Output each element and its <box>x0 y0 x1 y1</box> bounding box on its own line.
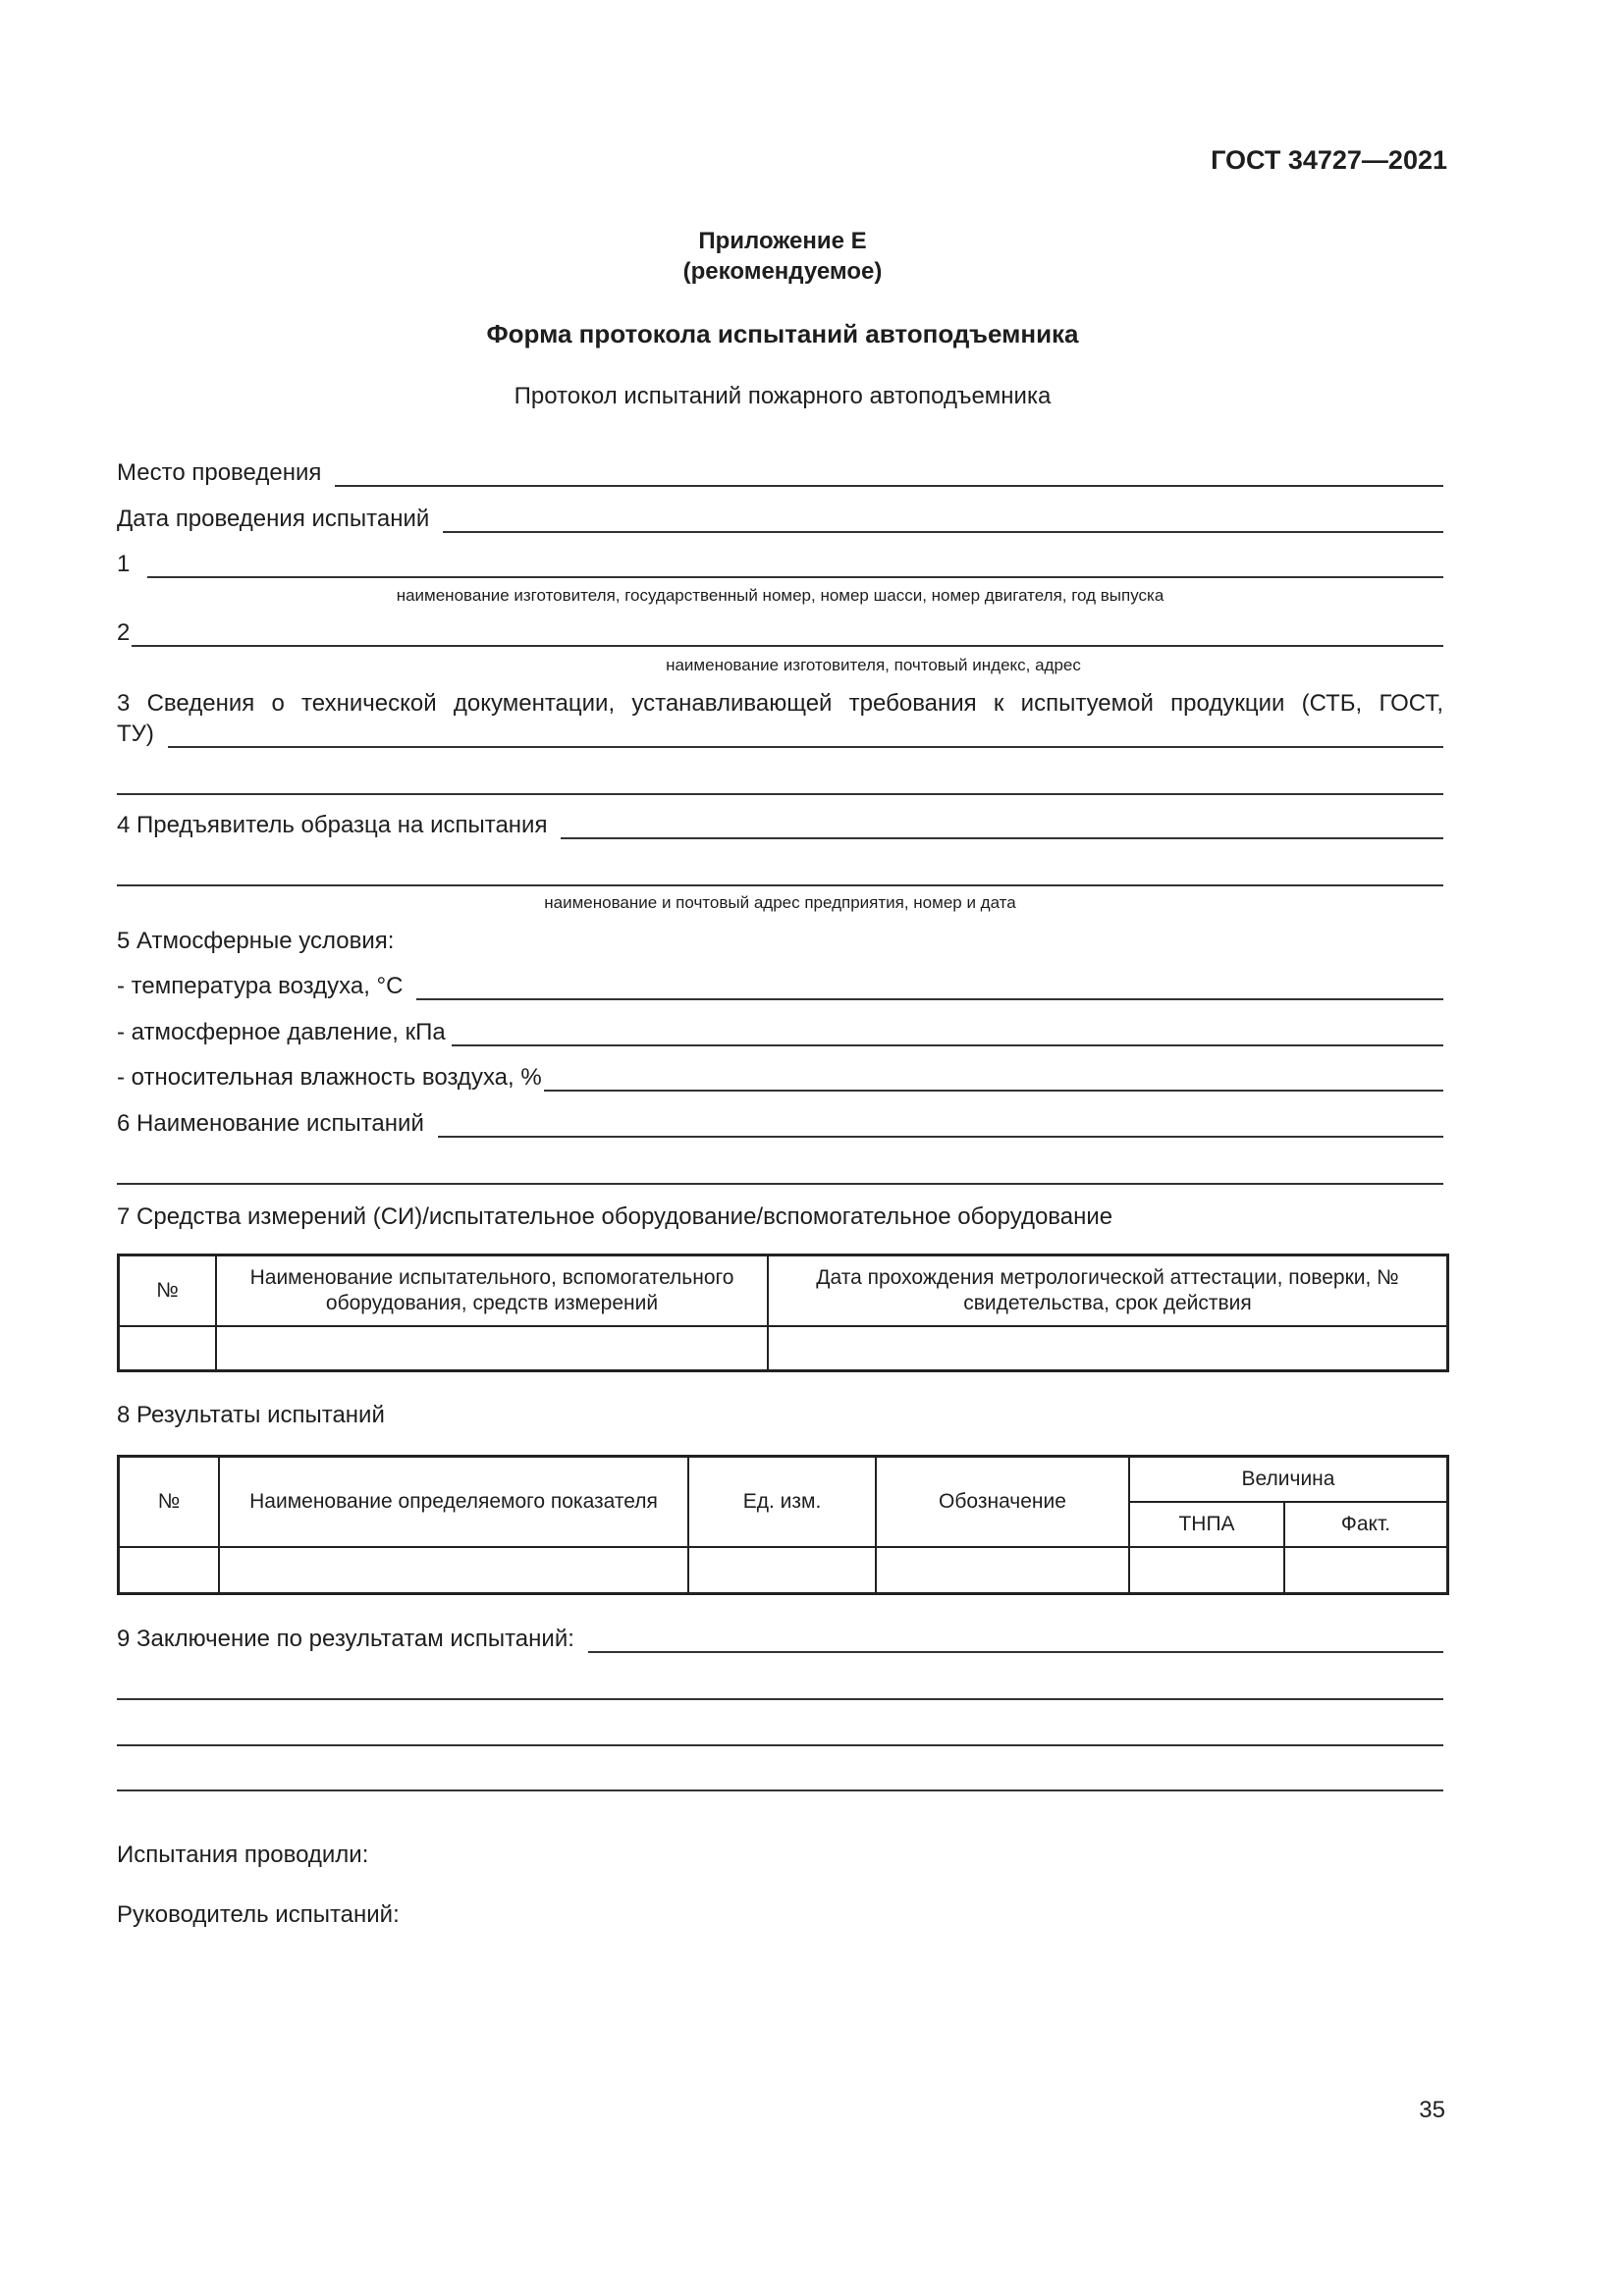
place-blank[interactable] <box>335 460 1443 487</box>
item4-label: 4 Предъявитель образца на испытания <box>117 812 548 838</box>
item3-text: 3 Сведения о технической документации, устанавливающей требования к испытуемой продукции (СТБ, ГОСТ, <box>117 690 1443 717</box>
head-label: Руководитель испытаний: <box>117 1901 400 1928</box>
t2-col-value: Величина <box>1129 1457 1448 1502</box>
item3-field <box>117 721 1443 748</box>
t2-col-actual: Факт. <box>1284 1502 1448 1547</box>
humidity-label: - относительная влажность воздуха, % <box>117 1064 542 1091</box>
item1-field <box>117 551 1443 578</box>
item6-extra-line[interactable] <box>117 1183 1443 1185</box>
item1-blank[interactable] <box>147 552 1443 578</box>
temp-field <box>117 973 1443 1000</box>
date-label: Дата проведения испытаний <box>117 506 430 532</box>
item9-extra-line-2[interactable] <box>117 1744 1443 1746</box>
t2-cell[interactable] <box>688 1547 876 1594</box>
t2-col-tnpa: ТНПА <box>1129 1502 1284 1547</box>
t2-cell[interactable] <box>876 1547 1129 1594</box>
date-field <box>117 506 1443 533</box>
document-code: ГОСТ 34727—2021 <box>1211 145 1447 175</box>
form-title: Форма протокола испытаний автоподъемника <box>486 319 1079 348</box>
date-blank[interactable] <box>443 507 1443 533</box>
place-label: Место проведения <box>117 459 322 486</box>
item4-caption: наименование и почтовый адрес предприятия, номер и дата <box>544 893 1016 912</box>
t1-col-equipment: Наименование испытательного, вспомогательного оборудования, средств измерений <box>216 1255 768 1326</box>
item6-label: 6 Наименование испытаний <box>117 1110 424 1137</box>
item9-field <box>117 1626 1443 1653</box>
t1-col-certification: Дата прохождения метрологической аттестации, поверки, № свидетельства, срок действия <box>768 1255 1448 1326</box>
pressure-label: - атмосферное давление, кПа <box>117 1019 446 1045</box>
pressure-field <box>117 1019 1443 1046</box>
t1-cell[interactable] <box>768 1326 1448 1371</box>
item4-blank[interactable] <box>561 813 1443 839</box>
t2-col-number: № <box>119 1457 220 1547</box>
item6-field <box>117 1110 1443 1138</box>
t2-col-unit: Ед. изм. <box>688 1457 876 1547</box>
appendix-title: Приложение Е <box>698 228 867 254</box>
item2-blank[interactable] <box>132 620 1443 647</box>
t2-col-indicator: Наименование определяемого показателя <box>219 1457 688 1547</box>
t1-cell[interactable] <box>216 1326 768 1371</box>
item6-blank[interactable] <box>438 1111 1443 1138</box>
results-table <box>117 1455 1449 1595</box>
conducted-label: Испытания проводили: <box>117 1842 369 1868</box>
pressure-blank[interactable] <box>452 1020 1443 1046</box>
item9-extra-line-1[interactable] <box>117 1698 1443 1700</box>
t2-col-designation: Обозначение <box>876 1457 1129 1547</box>
item9-blank[interactable] <box>588 1627 1443 1653</box>
item2-label: 2 <box>117 619 131 646</box>
temp-label: - температура воздуха, °С <box>117 973 404 999</box>
appendix-status: (рекомендуемое) <box>682 258 883 285</box>
item1-caption: наименование изготовителя, государственный номер, номер шасси, номер двигателя, год выпуска <box>396 586 1164 605</box>
item7-label: 7 Средства измерений (СИ)/испытательное оборудование/вспомогательное оборудование <box>117 1203 1113 1230</box>
t2-cell[interactable] <box>1129 1547 1284 1594</box>
t1-cell[interactable] <box>119 1326 217 1371</box>
item1-label: 1 <box>117 551 131 577</box>
item3-extra-line[interactable] <box>117 793 1443 795</box>
protocol-title: Протокол испытаний пожарного автоподъемника <box>514 383 1052 409</box>
item5-label: 5 Атмосферные условия: <box>117 928 395 954</box>
humidity-field <box>117 1064 1443 1092</box>
item2-caption: наименование изготовителя, почтовый индекс, адрес <box>666 656 1081 674</box>
item4-field <box>117 812 1443 839</box>
t1-col-number: № <box>119 1255 217 1326</box>
table-row <box>119 1547 1448 1594</box>
temp-blank[interactable] <box>416 974 1443 1000</box>
item4-extra-line[interactable] <box>117 884 1443 886</box>
equipment-table <box>117 1254 1449 1372</box>
page-number: 35 <box>1419 2097 1445 2123</box>
item3-blank[interactable] <box>168 721 1443 748</box>
item2-field <box>117 619 1443 647</box>
item9-extra-line-3[interactable] <box>117 1789 1443 1791</box>
humidity-blank[interactable] <box>544 1065 1443 1092</box>
place-field <box>117 459 1443 487</box>
table-row <box>119 1326 1448 1371</box>
t2-cell[interactable] <box>219 1547 688 1594</box>
t2-cell[interactable] <box>119 1547 220 1594</box>
item9-label: 9 Заключение по результатам испытаний: <box>117 1626 574 1652</box>
item3-label: ТУ) <box>117 721 154 747</box>
t2-cell[interactable] <box>1284 1547 1448 1594</box>
item8-label: 8 Результаты испытаний <box>117 1402 385 1428</box>
